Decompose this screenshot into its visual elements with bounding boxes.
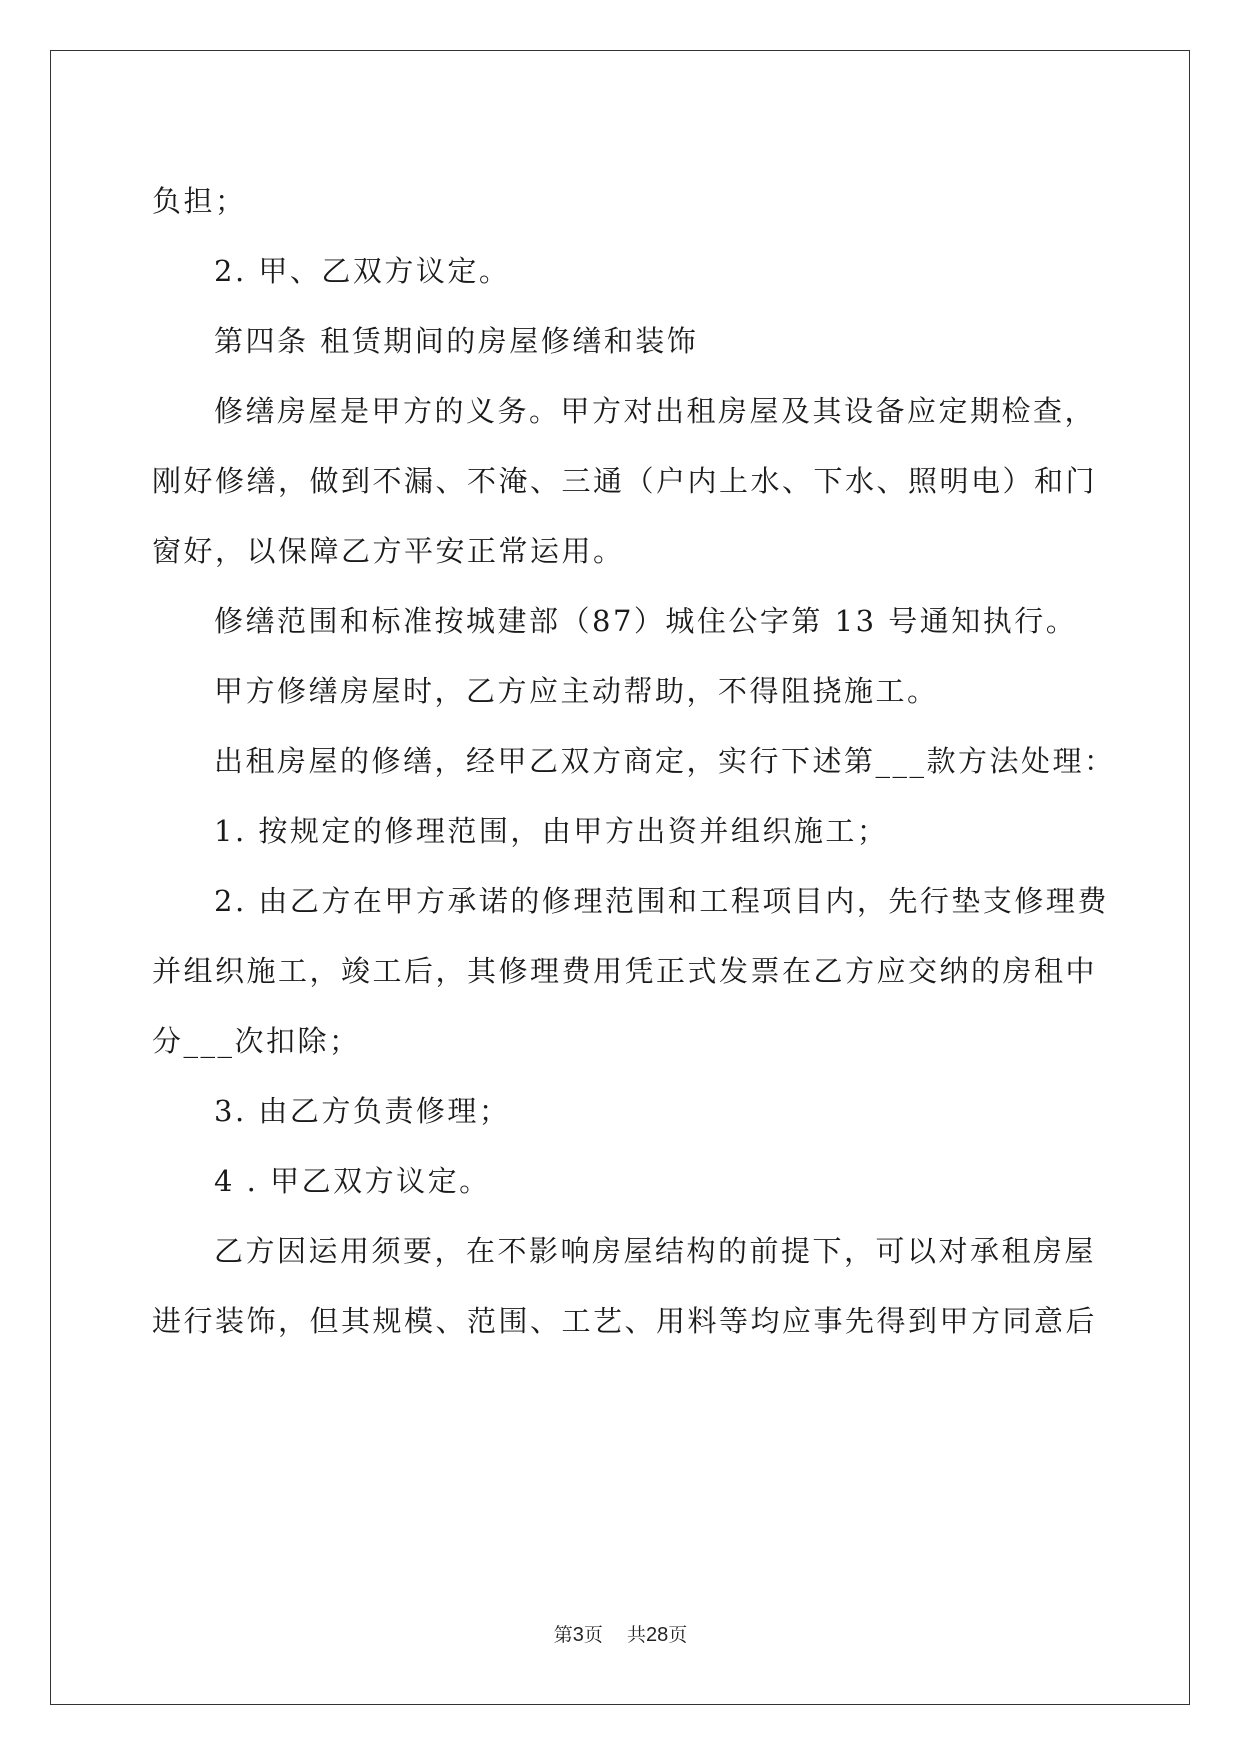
- text-line: 修缮房屋是甲方的义务。甲方对出租房屋及其设备应定期检查，: [214, 394, 1097, 428]
- text-line: 并组织施工，竣工后，其修理费用凭正式发票在乙方应交纳的房租中: [152, 954, 1098, 988]
- page-number: 3: [572, 1624, 584, 1646]
- text-line: 分___次扣除；: [152, 1024, 361, 1058]
- text-line: 负担；: [152, 184, 247, 218]
- page-footer: [0, 1622, 1241, 1648]
- total-pages: 28: [646, 1624, 669, 1646]
- list-item: 4 . 甲乙双方议定。: [214, 1164, 491, 1198]
- text-line: 乙方因运用须要，在不影响房屋结构的前提下，可以对承租房屋: [214, 1234, 1097, 1268]
- list-item: 1. 按规定的修理范围，由甲方出资并组织施工；: [214, 814, 889, 848]
- text-line: 刚好修缮，做到不漏、不淹、三通（户内上水、下水、照明电）和门: [152, 464, 1098, 498]
- text-line: 甲方修缮房屋时，乙方应主动帮助，不得阻挠施工。: [214, 674, 939, 708]
- text-line: 窗好，以保障乙方平安正常运用。: [152, 534, 625, 568]
- text-line: 修缮范围和标准按城建部（87）城住公字第 13 号通知执行。: [214, 604, 1078, 638]
- list-item: 2. 由乙方在甲方承诺的修理范围和工程项目内，先行垫支修理费: [214, 884, 1109, 918]
- text-line: 进行装饰，但其规模、范围、工艺、用料等均应事先得到甲方同意后: [152, 1304, 1098, 1338]
- total-suffix: 页: [668, 1624, 688, 1646]
- text-line: 2. 甲、乙双方议定。: [214, 254, 511, 288]
- total-prefix: 共: [627, 1624, 647, 1646]
- document-body: [152, 166, 1116, 1356]
- list-item: 3. 由乙方负责修理；: [214, 1094, 511, 1128]
- page-prefix: 第: [553, 1624, 573, 1646]
- text-line: 出租房屋的修缮，经甲乙双方商定，实行下述第___款方法处理：: [214, 744, 1116, 778]
- page-suffix: 页: [583, 1624, 603, 1646]
- section-heading: 第四条 租赁期间的房屋修缮和装饰: [214, 324, 699, 358]
